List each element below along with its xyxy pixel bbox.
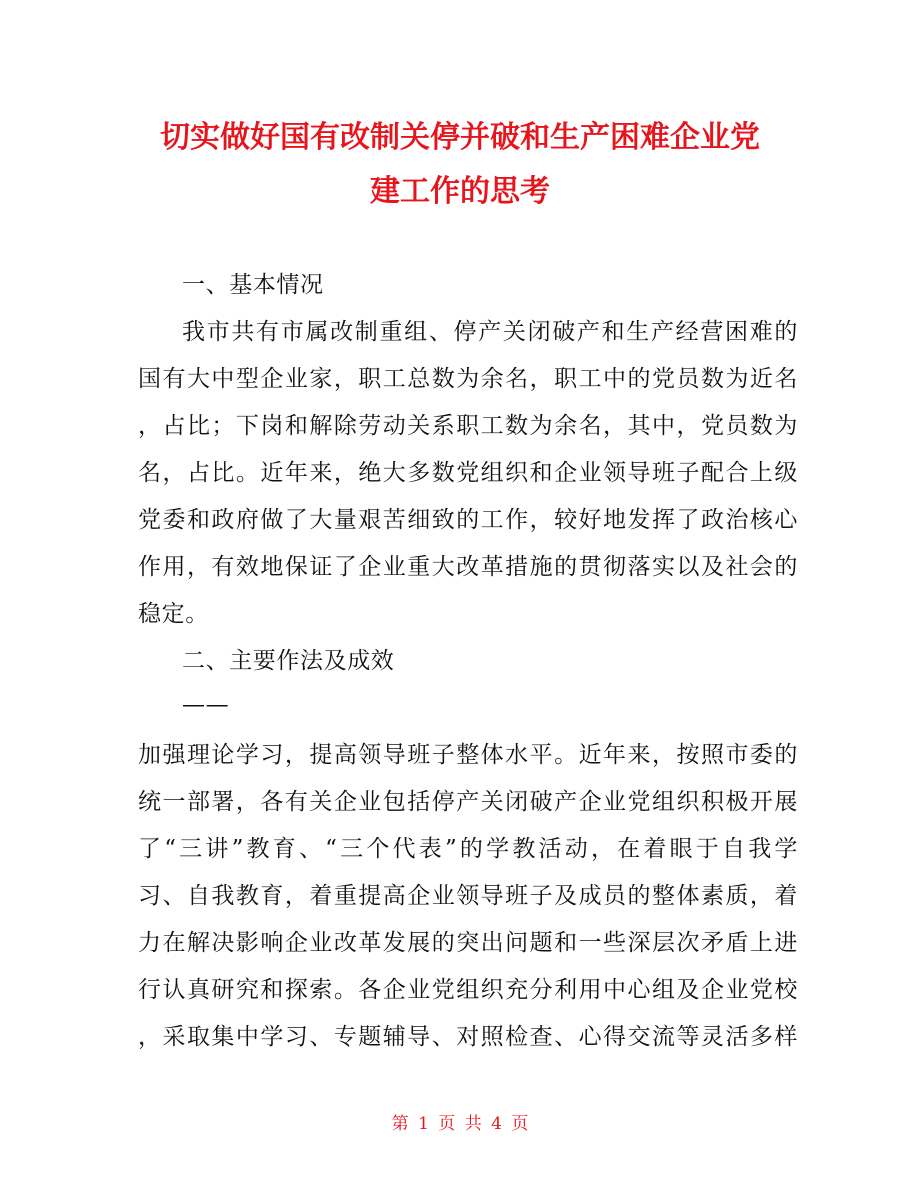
paragraph-1-line: 我市共有市属改制重组、停产关闭破产和生产经营困难的 — [182, 319, 798, 345]
paragraph-1-line: 名，占比。近年来，绝大多数党组织和企业领导班子配合上级 — [138, 460, 798, 486]
paragraph-2-line: 加强理论学习，提高领导班子整体水平。近年来，按照市委的 — [138, 742, 798, 768]
section-2-heading: 二、主要作法及成效 — [182, 648, 395, 674]
paragraph-1-line: 稳定。 — [138, 601, 209, 627]
paragraph-1-line: 党委和政府做了大量艰苦细致的工作，较好地发挥了政治核心 — [138, 507, 798, 533]
paragraph-2-line: 了“三讲”教育、“三个代表”的学教活动，在着眼于自我学 — [138, 836, 798, 862]
paragraph-2-line: ，采取集中学习、专题辅导、对照检查、心得交流等灵活多样 — [138, 1024, 798, 1050]
paragraph-1-line: 国有大中型企业家，职工总数为余名，职工中的党员数为近名 — [138, 366, 798, 392]
page-number-footer: 第 1 页 共 4 页 — [391, 1114, 529, 1134]
section-1-heading: 一、基本情况 — [182, 272, 324, 298]
paragraph-2-line: 力在解决影响企业改革发展的突出问题和一些深层次矛盾上进 — [138, 930, 798, 956]
dash-separator: —— — [182, 692, 230, 718]
document-title-line-1: 切实做好国有改制关停并破和生产困难企业党 — [160, 120, 760, 155]
paragraph-2-line: 习、自我教育，着重提高企业领导班子及成员的整体素质，着 — [138, 883, 798, 909]
document-title-line-2: 建工作的思考 — [370, 174, 550, 209]
paragraph-1-line: ，占比；下岗和解除劳动关系职工数为余名，其中，党员数为 — [138, 413, 798, 439]
paragraph-2-line: 统一部署，各有关企业包括停产关闭破产企业党组织积极开展 — [138, 789, 798, 815]
paragraph-2-line: 行认真研究和探索。各企业党组织充分利用中心组及企业党校 — [138, 977, 798, 1003]
paragraph-1-line: 作用，有效地保证了企业重大改革措施的贯彻落实以及社会的 — [138, 554, 798, 580]
